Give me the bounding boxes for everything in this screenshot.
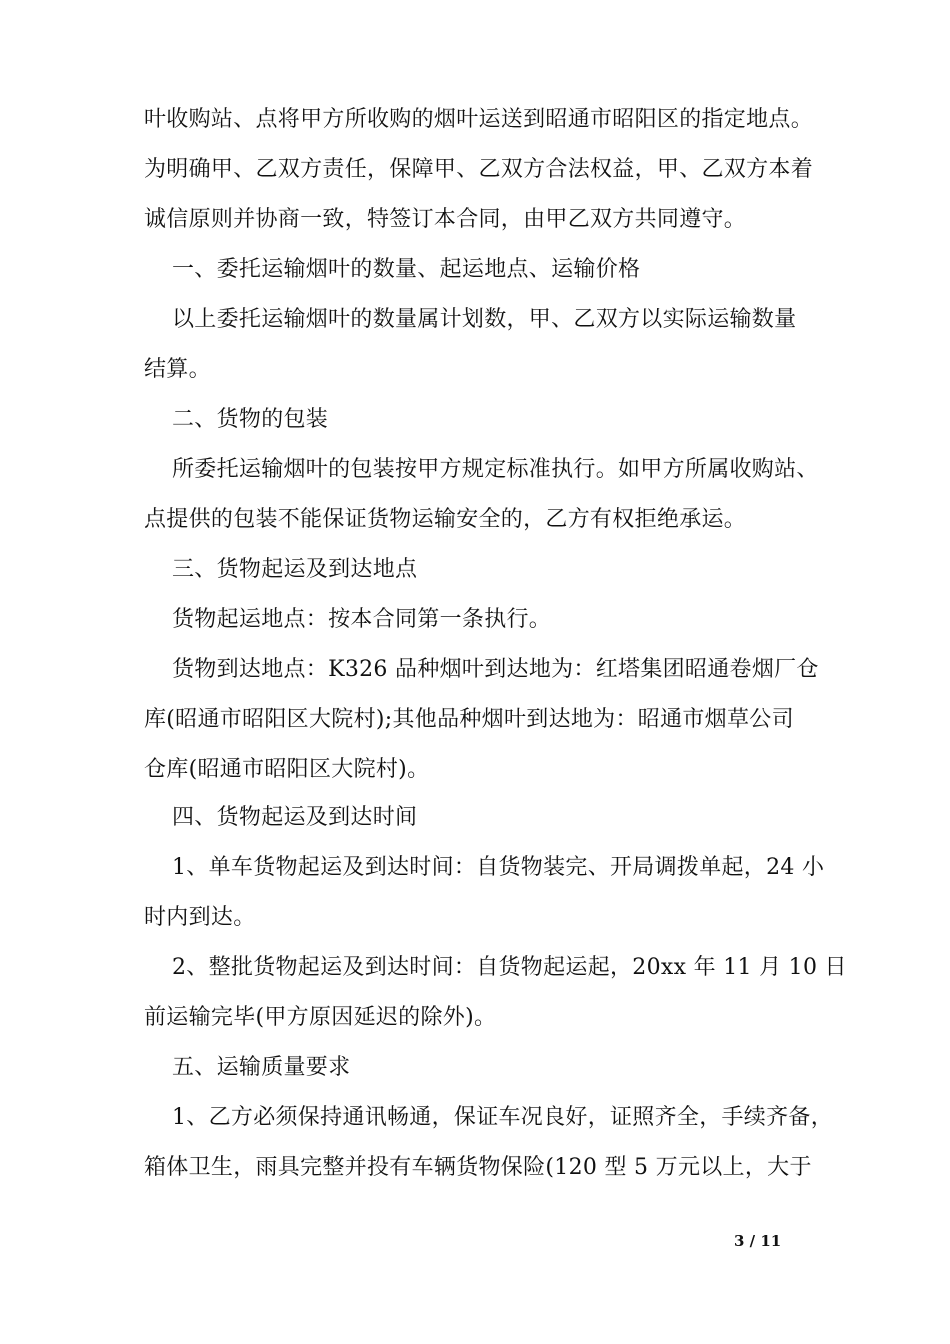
section-heading-5: 五、运输质量要求: [172, 1055, 351, 1080]
body-line-3: 诚信原则并协商一致，特签订本合同，由甲乙双方共同遵守。: [144, 207, 747, 232]
body-line-12: 货物到达地点：K326 品种烟叶到达地为：红塔集团昭通卷烟厂仓: [172, 657, 819, 682]
body-line-11: 货物起运地点：按本合同第一条执行。: [172, 607, 552, 632]
body-line-8: 所委托运输烟叶的包装按甲方规定标准执行。如甲方所属收购站、: [172, 457, 819, 482]
body-line-17: 时内到达。: [144, 905, 256, 930]
body-line-2: 为明确甲、乙双方责任，保障甲、乙双方合法权益，甲、乙双方本着: [144, 157, 814, 182]
body-line-19: 前运输完毕(甲方原因延迟的除外)。: [144, 1005, 497, 1030]
body-line-22: 箱体卫生，雨具完整并投有车辆货物保险(120 型 5 万元以上，大于: [144, 1155, 812, 1180]
body-line-18: 2、整批货物起运及到达时间：自货物起运起，20xx 年 11 月 10 日: [172, 955, 847, 980]
section-heading-4: 四、货物起运及到达时间: [172, 805, 418, 830]
body-line-14: 仓库(昭通市昭阳区大院村)。: [144, 757, 430, 782]
section-heading-1: 一、委托运输烟叶的数量、起运地点、运输价格: [172, 257, 641, 282]
body-line-1: 叶收购站、点将甲方所收购的烟叶运送到昭通市昭阳区的指定地点。: [144, 107, 814, 132]
body-line-16: 1、单车货物起运及到达时间：自货物装完、开局调拨单起，24 小: [172, 855, 825, 880]
section-heading-3: 三、货物起运及到达地点: [172, 557, 418, 582]
section-heading-2: 二、货物的包装: [172, 407, 329, 432]
body-line-6: 结算。: [144, 357, 211, 382]
body-line-21: 1、乙方必须保持通讯畅通，保证车况良好，证照齐全，手续齐备，: [172, 1105, 833, 1130]
body-line-9: 点提供的包装不能保证货物运输安全的，乙方有权拒绝承运。: [144, 507, 747, 532]
page-number: 3 / 11: [734, 1232, 782, 1250]
body-line-5: 以上委托运输烟叶的数量属计划数，甲、乙双方以实际运输数量: [172, 307, 797, 332]
body-line-13: 库(昭通市昭阳区大院村);其他品种烟叶到达地为：昭通市烟草公司: [144, 707, 794, 732]
